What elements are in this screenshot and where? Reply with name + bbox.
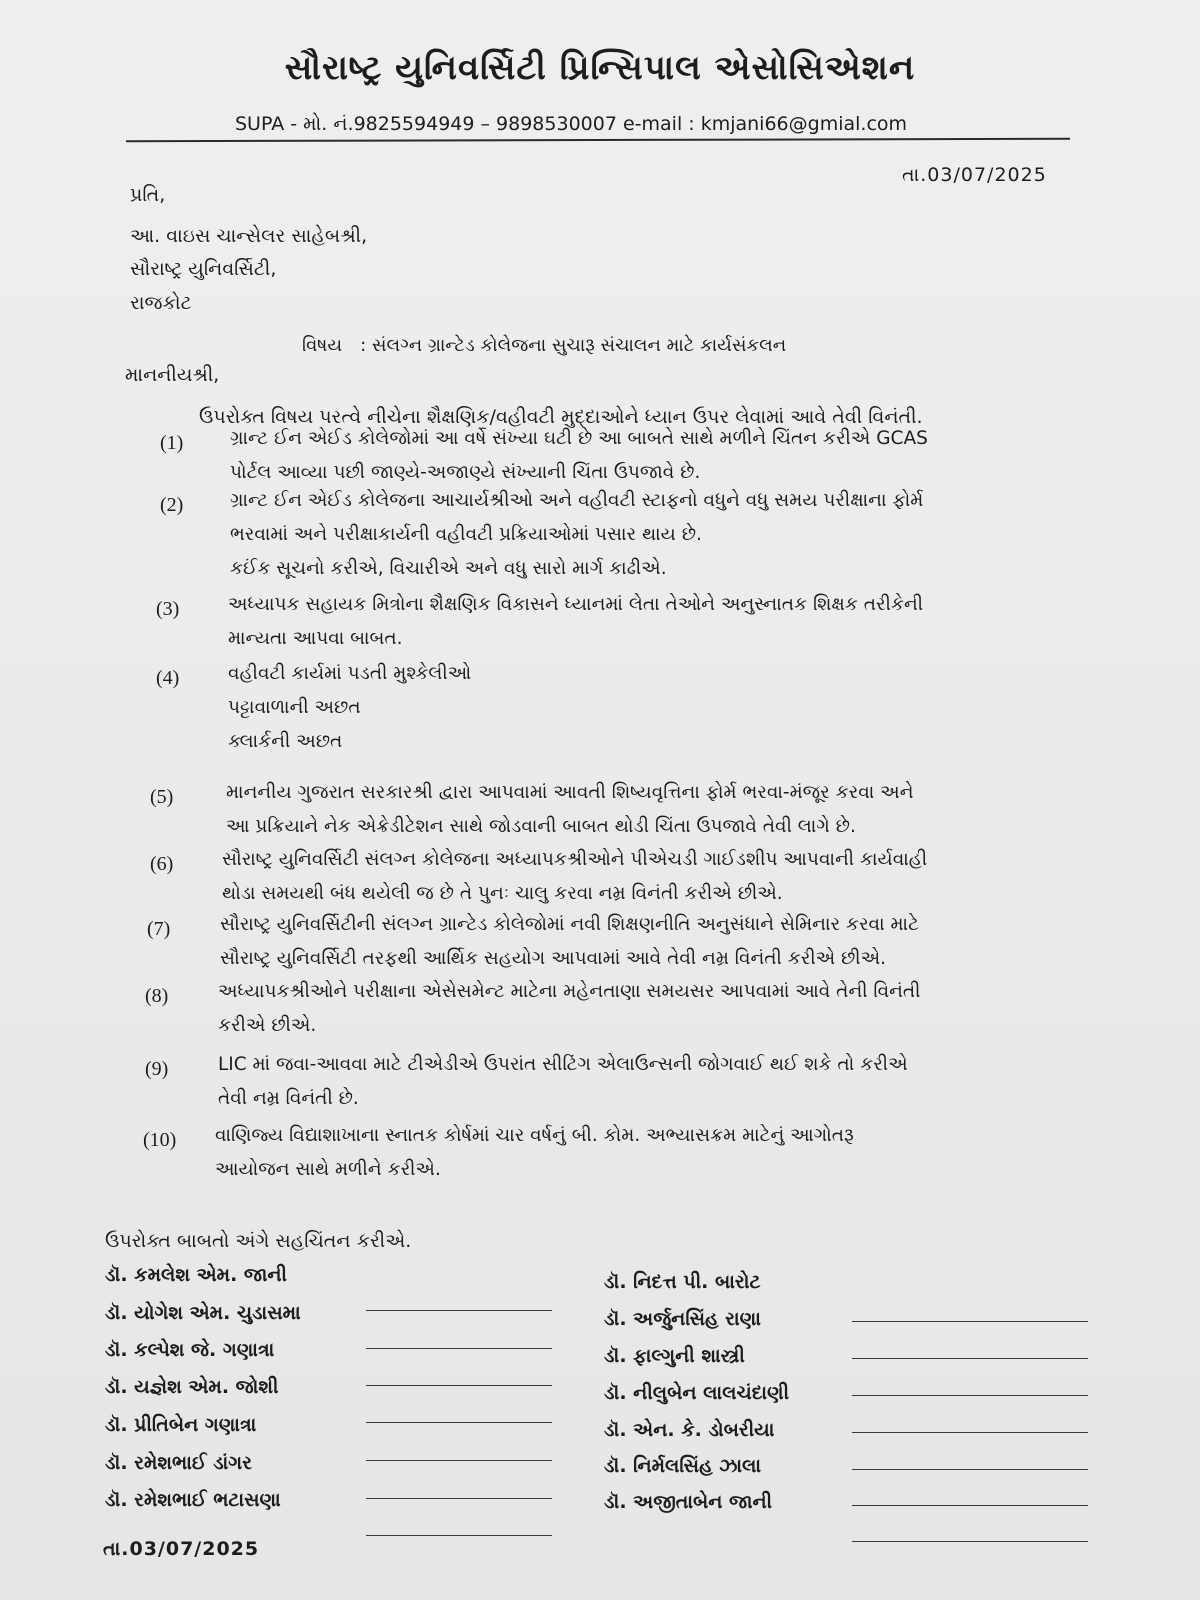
signatory-name: ડૉ. કમલેશ એમ. જાની xyxy=(105,1264,287,1286)
signature-line xyxy=(366,1310,552,1311)
point-text-line: સૌરાષ્ટ્ર યુનિવર્સિટી તરફથી આર્થિક સહયોગ આપવામાં આવે તેવી નમ્ર વિનંતી કરીએ છીએ. xyxy=(220,948,886,969)
signature-line xyxy=(852,1541,1088,1542)
letter-date: તા.03/07/2025 xyxy=(902,164,1047,186)
point-number: (9) xyxy=(145,1058,169,1080)
point-number: (10) xyxy=(143,1129,177,1151)
point-number: (8) xyxy=(145,985,169,1007)
point-number: (5) xyxy=(150,786,174,808)
intro-paragraph: ઉપરોક્ત વિષય પરત્વે નીચેના શૈક્ષણિક/વહીવટી મુદ્દાઓને ધ્યાન ઉપર લેવામાં આવે તેવી વિનંતી. xyxy=(199,406,923,428)
point-text-line: તેવી નમ્ર વિનંતી છે. xyxy=(218,1088,359,1109)
signatory-name: ડૉ. ફાલ્ગુની શાસ્ત્રી xyxy=(604,1345,745,1367)
point-number: (3) xyxy=(156,598,180,620)
point-number: (1) xyxy=(160,432,184,454)
signatory-name: ડૉ. રમેશભાઈ ભટાસણા xyxy=(105,1489,281,1511)
signature-line xyxy=(366,1385,552,1386)
point-text-line: પોર્ટલ આવ્યા પછી જાણ્યે-અજાણ્યે સંખ્યાની ચિંતા ઉપજાવે છે. xyxy=(230,462,701,483)
signature-line xyxy=(852,1395,1088,1396)
point-text-line: સૌરાષ્ટ્ર યુનિવર્સિટી સંલગ્ન કોલેજના અધ્યાપકશ્રીઓને પીએચડી ગાઈડશીપ આપવાની કાર્યવાહી xyxy=(222,849,928,870)
signatory-name: ડૉ. યજ્ઞેશ એમ. જોશી xyxy=(105,1376,279,1398)
signatory-name: ડૉ. નીલુબેન લાલચંદાણી xyxy=(604,1382,790,1404)
point-text-line: અધ્યાપક સહાયક મિત્રોના શૈક્ષણિક વિકાસને ધ્યાનમાં લેતા તેઓને અનુસ્નાતક શિક્ષક તરીકેની xyxy=(228,594,924,615)
signature-line xyxy=(852,1432,1088,1433)
signatory-name: ડૉ. રમેશભાઈ ડાંગર xyxy=(105,1452,252,1474)
signature-line xyxy=(852,1505,1088,1506)
point-text-line: ભરવામાં અને પરીક્ષાકાર્યની વહીવટી પ્રક્રિયાઓમાં પસાર થાય છે. xyxy=(230,524,702,545)
subject-label: વિષય xyxy=(302,335,343,356)
recipient-prefix: પ્રતિ, xyxy=(130,184,166,206)
subject-text: : સંલગ્ન ગ્રાન્ટેડ કોલેજના સુચારૂ સંચાલન માટે કાર્યસંકલન xyxy=(360,335,787,356)
point-text-line: આયોજન સાથે મળીને કરીએ. xyxy=(215,1159,441,1180)
signatory-name: ડૉ. અજીતાબેન જાની xyxy=(604,1491,773,1513)
point-text-line: અધ્યાપકશ્રીઓને પરીક્ષાના એસેસમેન્ટ માટેના મહેનતાણા સમયસર આપવામાં આવે તેની વિનંતી xyxy=(218,981,921,1002)
signature-line xyxy=(852,1469,1088,1470)
signature-line xyxy=(366,1498,552,1499)
signatory-name: ડૉ. નિર્મલસિંહ ઝાલા xyxy=(604,1455,762,1477)
subject-line xyxy=(302,335,786,356)
point-text-line: થોડા સમયથી બંધ થયેલી જ છે તે પુનઃ ચાલુ કરવા નમ્ર વિનંતી કરીએ છીએ. xyxy=(222,883,783,904)
point-text-line: વાણિજ્ય વિદ્યાશાખાના સ્નાતક કોર્ષમાં ચાર વર્ષનું બી. કોમ. અભ્યાસક્રમ માટેનું આગોતરૂ xyxy=(215,1125,854,1146)
signature-line xyxy=(852,1358,1088,1359)
salutation: માનનીયશ્રી, xyxy=(125,364,220,386)
point-text-line: સૌરાષ્ટ્ર યુનિવર્સિટીની સંલગ્ન ગ્રાન્ટેડ કોલેજોમાં નવી શિક્ષણનીતિ અનુસંધાને સેમિનાર કરવા માટે xyxy=(220,914,919,935)
point-number: (2) xyxy=(160,494,184,516)
letterhead-contact: SUPA - મો. નં.9825594949 – 9898530007 e-mail : kmjani66@gmial.com xyxy=(235,113,908,135)
point-text-line: માન્યતા આપવા બાબત. xyxy=(228,628,403,649)
signatory-name: ડૉ. નિદત્ત પી. બારોટ xyxy=(604,1271,761,1293)
point-number: (4) xyxy=(156,667,180,689)
point-text-line: વહીવટી કાર્યમાં પડતી મુશ્કેલીઓ xyxy=(228,663,472,684)
point-text-line: ગ્રાન્ટ ઈન એઈડ કોલેજોમાં આ વર્ષે સંખ્યા ઘટી છે આ બાબતે સાથે મળીને ચિંતન કરીએ GCAS xyxy=(230,428,928,449)
signature-line xyxy=(366,1535,552,1536)
signatory-name: ડૉ. પ્રીતિબેન ગણાત્રા xyxy=(105,1414,257,1436)
point-text-line: LIC માં જવા-આવવા માટે ટીએડીએ ઉપરાંત સીટિંગ એલાઉન્સની જોગવાઈ થઈ શકે તો કરીએ xyxy=(218,1054,908,1075)
signature-line xyxy=(852,1321,1088,1322)
signature-line xyxy=(366,1422,552,1423)
point-number: (6) xyxy=(150,853,174,875)
recipient-line-1: આ. વાઇસ ચાન્સેલર સાહેબશ્રી, xyxy=(130,225,368,247)
signature-line xyxy=(366,1348,552,1349)
recipient-line-2: સૌરાષ્ટ્ર યુનિવર્સિટી, xyxy=(130,258,277,280)
recipient-line-3: રાજકોટ xyxy=(130,292,192,314)
footer-date: તા.03/07/2025 xyxy=(103,1538,260,1560)
point-text-line: ક્લાર્કની અછત xyxy=(228,731,343,752)
signatory-name: ડૉ. એન. કે. ડોબરીયા xyxy=(604,1419,775,1441)
point-text-line: પટ્ટાવાળાની અછત xyxy=(228,697,361,718)
letterhead-divider xyxy=(126,138,1070,142)
point-text-line: કઈંક સૂચનો કરીએ, વિચારીએ અને વધુ સારો માર્ગ કાઢીએ. xyxy=(230,558,667,579)
point-text-line: ગ્રાન્ટ ઈન એઈડ કોલેજના આચાર્યશ્રીઓ અને વહીવટી સ્ટાફનો વધુને વધુ સમય પરીક્ષાના ફોર્મ xyxy=(230,490,924,511)
point-text-line: આ પ્રક્રિયાને નેક એક્રેડીટેશન સાથે જોડવાની બાબત થોડી ચિંતા ઉપજાવે તેવી લાગે છે. xyxy=(226,816,856,837)
point-number: (7) xyxy=(147,918,171,940)
closing-line: ઉપરોક્ત બાબતો અંગે સહચિંતન કરીએ. xyxy=(105,1230,412,1252)
letterhead-title: સૌરાષ્ટ્ર યુનિવર્સિટી પ્રિન્સિપાલ એસોસિએશન xyxy=(284,48,916,88)
point-text-line: કરીએ છીએ. xyxy=(218,1015,317,1036)
point-text-line: માનનીય ગુજરાત સરકારશ્રી દ્વારા આપવામાં આવતી શિષ્યવૃત્તિના ફોર્મ ભરવા-મંજૂર કરવા અને xyxy=(226,782,914,803)
signatory-name: ડૉ. અર્જુનસિંહ રાણા xyxy=(604,1308,761,1330)
signatory-name: ડૉ. યોગેશ એમ. ચુડાસમા xyxy=(105,1302,301,1324)
signatory-name: ડૉ. કલ્પેશ જે. ગણાત્રા xyxy=(105,1339,275,1361)
signature-line xyxy=(366,1460,552,1461)
